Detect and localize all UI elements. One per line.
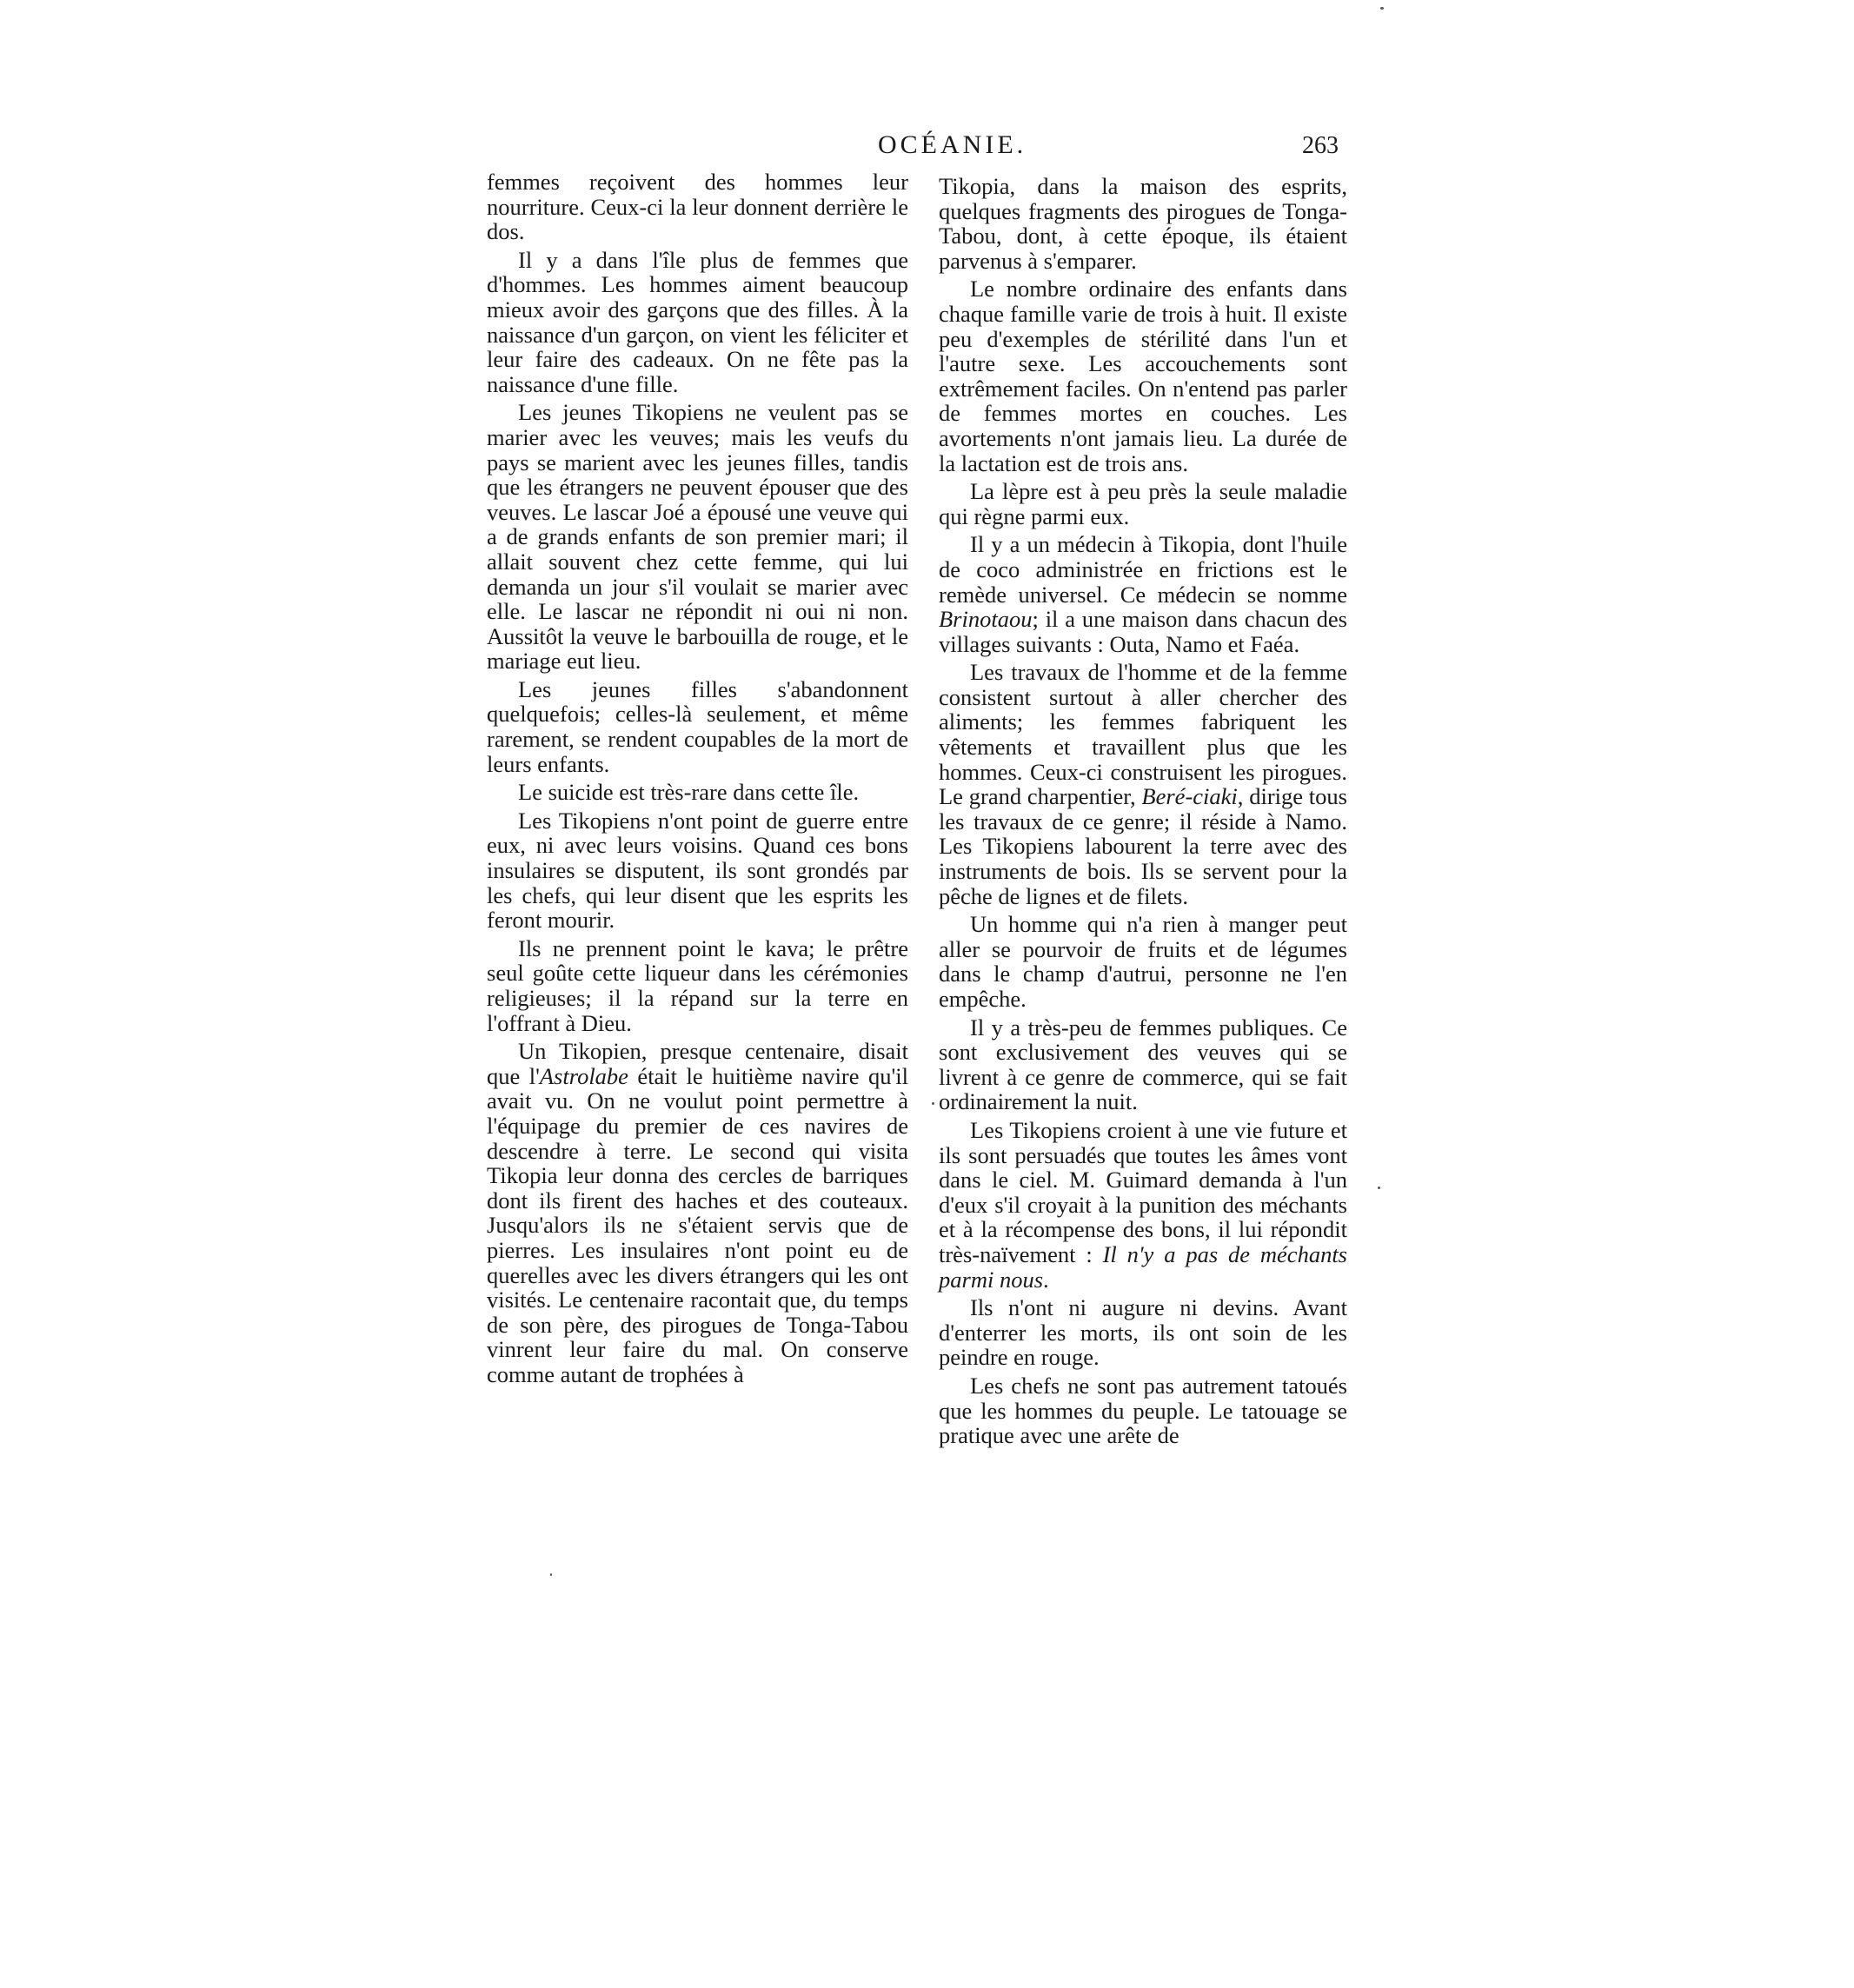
paragraph: Un homme qui n'a rien à manger peut aller se pourvoir de fruits et de légumes dans le champ d'autrui, personne ne l'en empêche.: [939, 911, 1347, 1012]
scan-speck: [932, 1102, 934, 1105]
page-header: [487, 130, 1339, 165]
paragraph: Les chefs ne sont pas autrement tatoués que les hommes du peuple. Le tatouage se pratique avec une arête de: [939, 1372, 1347, 1449]
paragraph: [939, 532, 1347, 656]
paragraph: Il y a très-peu de femmes publiques. Ce sont exclusivement des veuves qui se livrent à ce genre de commerce, qui se fait ordinairement la nuit.: [939, 1014, 1347, 1115]
left-column: [487, 170, 908, 1387]
scan-speck: [1380, 7, 1384, 10]
right-column: [939, 174, 1347, 1448]
page-number: 263: [1302, 132, 1339, 159]
paragraph: Le suicide est très-rare dans cette île.: [518, 779, 860, 806]
paragraph: Ils ne prennent point le kava; le prêtre seul goûte cette liqueur dans les cérémonies religieuses; il la répand sur la terre en l'offrant à Dieu.: [487, 934, 908, 1036]
paragraph: Les Tikopiens n'ont point de guerre entre eux, ni avec leurs voisins. Quand ces bons insulaires se disputent, ils sont grondés par les chefs, qui leur disent que les esprits les feront mourir.: [487, 807, 908, 934]
quote-italic: Il n'y a pas de méchants parmi nous: [939, 1240, 1347, 1293]
paragraph: Le nombre ordinaire des enfants dans chaque famille varie de trois à huit. Il existe peu d'exemples de stérilité dans l'un et l'autre sexe. Les accouchements sont extrêmement faciles. On n'entend pas parler de femmes mortes en couches. Les avortements n'ont jamais lieu. La durée de la lactation est de trois ans.: [939, 276, 1347, 476]
paragraph: [487, 1039, 908, 1386]
paragraph: Les jeunes Tikopiens ne veulent pas se marier avec les veuves; mais les veufs du pays se marient avec les jeunes filles, tandis que les étrangers ne peuvent épouser que des veuves. Le lascar Joé a épousé une veuve qui a de grands enfants de son premier mari; il allait souvent chez cette femme, qui lui demanda un jour s'il voulait se marier avec elle. Le lascar ne répondit ni oui ni non. Aussitôt la veuve le barbouilla de rouge, et le mariage eut lieu.: [487, 399, 908, 675]
paragraph: La lèpre est à peu près la seule maladie qui règne parmi eux.: [939, 478, 1347, 529]
paragraph: Tikopia, dans la maison des esprits, quelques fragments des pirogues de Tonga-Tabou, dont, à cette époque, ils étaient parvenus à s'emparer.: [939, 173, 1347, 274]
paragraph: Les jeunes filles s'abandonnent quelquefois; celles-là seulement, et même rarement, se rendent coupables de la mort de leurs enfants.: [487, 675, 908, 777]
paragraph: [939, 1118, 1347, 1292]
text-run: .: [1043, 1266, 1049, 1293]
carpenter-name-italic: Beré-ciaki: [1141, 783, 1238, 810]
doctor-name-italic: Brinotaou: [939, 606, 1033, 633]
text-run: Un Tikopien, presque centenaire, disait que l': [487, 1038, 908, 1089]
paragraph: [939, 660, 1347, 908]
scan-speck: [550, 1573, 552, 1576]
paragraph: Il y a dans l'île plus de femmes que d'hommes. Les hommes aiment beaucoup mieux avoir des garçons que des filles. À la naissance d'un garçon, on vient les féliciter et leur faire des cadeaux. On ne fête pas la naissance d'une fille.: [487, 246, 908, 397]
text-run: était le huitième navire qu'il avait vu. On ne voulut point permettre à l'équipage du premier de ces navires de descendre à terre. Le second qui visita Tikopia leur donna des cercles de barriques dont ils firent des haches et des couteaux. Jusqu'alors ils ne s'étaient servis que de pierres. Les insulaires n'ont point eu de querelles avec les divers étrangers qui les ont visités. Le centenaire racontait que, du temps de son père, des pirogues de Tonga-Tabou vinrent leur faire du mal. On conserve comme autant de trophées à: [487, 1062, 908, 1387]
scan-speck: [1378, 1187, 1380, 1189]
paragraph: Ils n'ont ni augure ni devins. Avant d'enterrer les morts, ils ont soin de les peindre en rouge.: [939, 1294, 1347, 1371]
text-run: Les Tikopiens croient à une vie future et ils sont persuadés que toutes les âmes vont dans le ciel. M. Guimard demanda à l'un d'eux s'il croyait à la punition des méchants et à la récompense des bons, il lui répondit très-naïvement :: [939, 1116, 1347, 1267]
running-title: OCÉANIE.: [878, 130, 1027, 159]
text-run: ; il a une maison dans chacun des villages suivants : Outa, Namo et Faéa.: [939, 606, 1347, 657]
text-run: Il y a un médecin à Tikopia, dont l'huile de coco administrée en frictions est le remède universel. Ce médecin se nomme: [939, 531, 1347, 608]
paragraph: femmes reçoivent des hommes leur nourriture. Ceux-ci la leur donnent derrière le dos.: [487, 169, 908, 245]
text-run: Les travaux de l'homme et de la femme consistent surtout à aller chercher des aliments; les femmes fabriquent les vêtements et travaillent plus que les hommes. Ceux-ci construisent les pirogues. Le grand charpentier,: [939, 659, 1347, 810]
ship-name-italic: Astrolabe: [539, 1062, 628, 1089]
text-run: , dirige tous les travaux de ce genre; il réside à Namo. Les Tikopiens labourent la terre avec des instruments de bois. Ils se servent pour la pêche de lignes et de filets.: [939, 783, 1347, 909]
